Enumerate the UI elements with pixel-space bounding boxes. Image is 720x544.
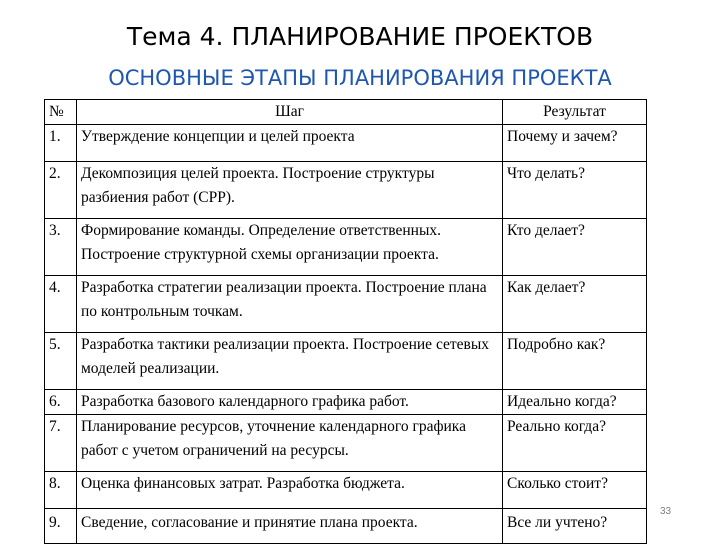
row-result: Все ли учтено? bbox=[503, 509, 647, 544]
slide-title: Тема 4. ПЛАНИРОВАНИЕ ПРОЕКТОВ bbox=[126, 22, 594, 51]
row-result: Подробно как? bbox=[503, 333, 647, 390]
row-num: 8. bbox=[45, 472, 77, 509]
slide-subtitle: ОСНОВНЫЕ ЭТАПЫ ПЛАНИРОВАНИЯ ПРОЕКТА bbox=[108, 66, 612, 90]
row-result: Почему и зачем? bbox=[503, 125, 647, 162]
row-step: Утверждение концепции и целей проекта bbox=[77, 125, 503, 162]
row-step: Формирование команды. Определение ответственных. Построение структурной схемы организации проекта. bbox=[77, 219, 503, 276]
row-step: Оценка финансовых затрат. Разработка бюджета. bbox=[77, 472, 503, 509]
row-num: 7. bbox=[45, 415, 77, 472]
row-step: Декомпозиция целей проекта. Построение структуры разбиения работ (СРР). bbox=[77, 162, 503, 219]
table-row bbox=[45, 472, 647, 509]
page-number: 33 bbox=[660, 506, 672, 517]
row-result: Как делает? bbox=[503, 276, 647, 333]
table-row bbox=[45, 390, 647, 415]
row-result: Идеально когда? bbox=[503, 390, 647, 415]
table-row bbox=[45, 333, 647, 390]
table-row bbox=[45, 415, 647, 472]
row-result: Сколько стоит? bbox=[503, 472, 647, 509]
table-row bbox=[45, 219, 647, 276]
row-num: 4. bbox=[45, 276, 77, 333]
row-step: Разработка базового календарного графика работ. bbox=[77, 390, 503, 415]
row-num: 1. bbox=[45, 125, 77, 162]
table-row bbox=[45, 125, 647, 162]
row-result: Кто делает? bbox=[503, 219, 647, 276]
row-num: 5. bbox=[45, 333, 77, 390]
table-header-row bbox=[45, 100, 647, 125]
row-num: 2. bbox=[45, 162, 77, 219]
table-row bbox=[45, 162, 647, 219]
planning-steps-table bbox=[44, 99, 647, 544]
row-step: Разработка стратегии реализации проекта. Построение плана по контрольным точкам. bbox=[77, 276, 503, 333]
row-step: Планирование ресурсов, уточнение календарного графика работ с учетом ограничений на ресурсы. bbox=[77, 415, 503, 472]
row-step: Разработка тактики реализации проекта. Построение сетевых моделей реализации. bbox=[77, 333, 503, 390]
row-result: Реально когда? bbox=[503, 415, 647, 472]
table-row bbox=[45, 509, 647, 544]
header-step: Шаг bbox=[77, 100, 503, 125]
header-result: Результат bbox=[503, 100, 647, 125]
row-result: Что делать? bbox=[503, 162, 647, 219]
row-num: 3. bbox=[45, 219, 77, 276]
header-num: № bbox=[45, 100, 77, 125]
table-row bbox=[45, 276, 647, 333]
row-step: Сведение, согласование и принятие плана проекта. bbox=[77, 509, 503, 544]
row-num: 6. bbox=[45, 390, 77, 415]
row-num: 9. bbox=[45, 509, 77, 544]
